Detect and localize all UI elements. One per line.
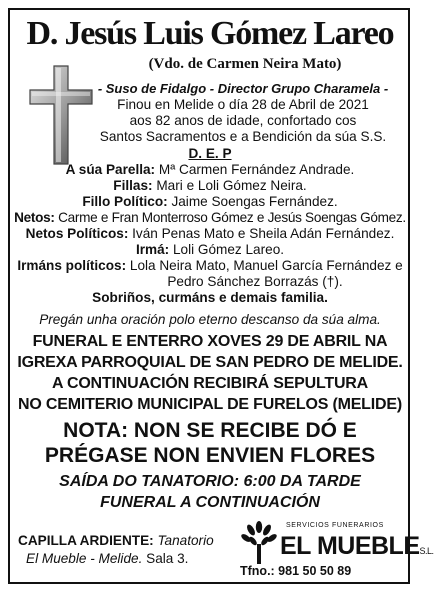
nota-line-1: NOTA: NON SE RECIBE DÓ E: [63, 419, 357, 442]
capilla-room: Sala 3.: [146, 551, 189, 566]
funeral-line-4: NO CEMITERIO MUNICIPAL DE FURELOS (MELIDE): [18, 396, 402, 413]
subtitle: - Suso de Fidalgo - Director Grupo Charamela -: [97, 81, 389, 96]
capilla-label: CAPILLA ARDIENTE:: [18, 533, 154, 548]
relative-value: Mari e Loli Gómez Neira.: [156, 178, 307, 193]
capilla-value: Tanatorio: [157, 533, 214, 548]
relative-value: Iván Penas Mato e Sheila Adán Fernández.: [132, 226, 395, 241]
relative-row: [10, 226, 410, 242]
relative-row: [10, 242, 410, 258]
logo-brand-line: [280, 532, 434, 565]
logo-suffix: S.L.: [419, 546, 434, 556]
funeral-line-1: FUNERAL E ENTERRO XOVES 29 DE ABRIL NA: [32, 333, 388, 350]
relative-value: Pedro Sánchez Borrazás (†).: [167, 274, 343, 289]
relative-value: Loli Gómez Lareo.: [172, 242, 285, 257]
relative-value: Jaime Soengas Fernández.: [171, 194, 338, 209]
nota-line-2: PRÉGASE NON ENVIEN FLORES: [44, 444, 376, 467]
departure-line: SAÍDA DO TANATORIO: 6:00 DA TARDE: [59, 473, 361, 490]
relative-row: [100, 274, 410, 290]
widow-of: (Vdo. de Carmen Neira Mato): [148, 56, 342, 72]
dep-label: D. E. P: [188, 146, 232, 161]
logo-tagline: SERVICIOS FUNERARIOS: [286, 522, 384, 529]
logo-brand: EL MUEBLE: [280, 532, 420, 560]
relative-label: Irmáns políticos:: [17, 258, 127, 273]
relative-value: Carme e Fran Monterroso Gómez e Jesús Soengas Gómez.: [58, 210, 406, 225]
relative-label: Irmá:: [135, 242, 170, 257]
tree-icon: [240, 520, 278, 564]
relative-label: Fillo Político:: [82, 194, 168, 209]
logo-phone: Tfno.: 981 50 50 89: [240, 564, 352, 578]
relative-label: Netos:: [14, 210, 55, 225]
funeral-line-2: IGREXA PARROQUIAL DE SAN PEDRO DE MELIDE.: [17, 354, 403, 371]
deceased-name: D. Jesús Luis Gómez Lareo: [26, 15, 394, 52]
relative-label: A súa Parella:: [65, 162, 156, 177]
relative-row: [10, 162, 410, 178]
death-line-1: Finou en Melide o día 28 de Abril de 2021: [117, 97, 369, 112]
prayer-line: Pregán unha oración polo eterno descanso da súa alma.: [39, 312, 381, 327]
funeral-line-3: A CONTINUACIÓN RECIBIRÁ SEPULTURA: [51, 375, 369, 392]
death-line-2: aos 82 anos de idade, confortado cos: [129, 113, 357, 128]
capilla-place: El Mueble - Melide.: [26, 551, 143, 566]
relative-row: [10, 178, 410, 194]
capilla-line: [18, 533, 214, 549]
relative-value: Mª Carmen Fernández Andrade.: [158, 162, 355, 177]
relative-label: Fillas:: [113, 178, 153, 193]
relative-row: [10, 210, 410, 226]
relative-row: [10, 258, 410, 274]
capilla-place-line: [26, 551, 188, 567]
death-line-3: Santos Sacramentos e a Bendición da súa S.S.: [99, 129, 387, 144]
funeral-follow-line: FUNERAL A CONTINUACIÓN: [100, 494, 320, 511]
funeral-home-logo: [240, 520, 434, 584]
family-closing: Sobriños, curmáns e demais familia.: [92, 290, 328, 305]
relative-row: [10, 194, 410, 210]
relative-label: Netos Políticos:: [25, 226, 129, 241]
relative-value: Lola Neira Mato, Manuel García Fernández e: [129, 258, 403, 273]
